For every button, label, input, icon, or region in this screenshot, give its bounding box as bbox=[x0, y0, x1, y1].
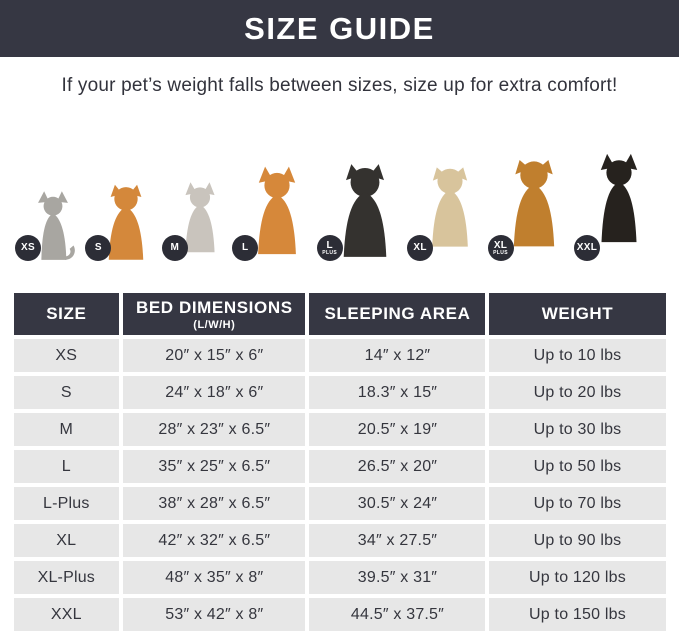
cell-bed-dimensions: 35″ x 25″ x 6.5″ bbox=[123, 450, 305, 483]
pet-size-row bbox=[21, 115, 654, 261]
cell-sleeping-area: 20.5″ x 19″ bbox=[309, 413, 485, 446]
cell-size: M bbox=[14, 413, 120, 446]
cell-weight: Up to 50 lbs bbox=[489, 450, 665, 483]
subtitle-text: If your pet’s weight falls between sizes, size up for extra comfort! bbox=[61, 75, 618, 96]
cell-size: XS bbox=[14, 339, 120, 372]
cell-sleeping-area: 44.5″ x 37.5″ bbox=[309, 598, 485, 631]
col-header-weight: WEIGHT bbox=[489, 293, 665, 335]
cell-size: L-Plus bbox=[14, 487, 120, 520]
cell-sleeping-area: 39.5″ x 31″ bbox=[309, 561, 485, 594]
cell-weight: Up to 90 lbs bbox=[489, 524, 665, 557]
col-header-bed-sub: (L/W/H) bbox=[193, 318, 236, 331]
pet-figure-xs bbox=[21, 189, 81, 261]
cell-size: S bbox=[14, 376, 120, 409]
col-header-bed-dimensions: BED DIMENSIONS (L/W/H) bbox=[123, 293, 305, 335]
table-row bbox=[14, 413, 666, 446]
pet-figure-m bbox=[172, 173, 228, 261]
header-banner bbox=[0, 0, 679, 57]
cell-bed-dimensions: 48″ x 35″ x 8″ bbox=[123, 561, 305, 594]
pet-figure-l-plus bbox=[322, 157, 403, 261]
cell-size: XL-Plus bbox=[14, 561, 120, 594]
col-header-size: SIZE bbox=[14, 293, 120, 335]
size-badge-l: L bbox=[232, 235, 258, 261]
cell-size: XXL bbox=[14, 598, 120, 631]
cell-sleeping-area: 34″ x 27.5″ bbox=[309, 524, 485, 557]
cell-weight: Up to 20 lbs bbox=[489, 376, 665, 409]
size-badge-xs: XS bbox=[15, 235, 41, 261]
table-header-row bbox=[14, 293, 666, 335]
size-badge-xxl: XXL bbox=[574, 235, 600, 261]
cell-bed-dimensions: 38″ x 28″ x 6.5″ bbox=[123, 487, 305, 520]
size-badge-xl-plus: XL PLUS bbox=[488, 235, 514, 261]
table-row bbox=[14, 561, 666, 594]
col-header-sleeping-area: SLEEPING AREA bbox=[309, 293, 485, 335]
cell-bed-dimensions: 20″ x 15″ x 6″ bbox=[123, 339, 305, 372]
size-badge-s: S bbox=[85, 235, 111, 261]
cell-sleeping-area: 18.3″ x 15″ bbox=[309, 376, 485, 409]
table-row bbox=[14, 524, 666, 557]
table-row bbox=[14, 598, 666, 631]
table-row bbox=[14, 339, 666, 372]
cell-weight: Up to 70 lbs bbox=[489, 487, 665, 520]
table-row bbox=[14, 450, 666, 483]
cell-size: XL bbox=[14, 524, 120, 557]
cell-weight: Up to 120 lbs bbox=[489, 561, 665, 594]
cell-weight: Up to 10 lbs bbox=[489, 339, 665, 372]
cell-bed-dimensions: 24″ x 18″ x 6″ bbox=[123, 376, 305, 409]
cell-sleeping-area: 14″ x 12″ bbox=[309, 339, 485, 372]
size-table bbox=[10, 289, 670, 635]
cell-size: L bbox=[14, 450, 120, 483]
pet-figure-s bbox=[95, 181, 157, 261]
cell-bed-dimensions: 42″ x 32″ x 6.5″ bbox=[123, 524, 305, 557]
cell-bed-dimensions: 28″ x 23″ x 6.5″ bbox=[123, 413, 305, 446]
pet-figure-xl bbox=[413, 149, 483, 261]
pet-figure-l bbox=[242, 159, 312, 261]
page-title: SIZE GUIDE bbox=[244, 10, 435, 46]
pet-figure-xxl bbox=[576, 135, 654, 261]
size-badge-xl: XL bbox=[407, 235, 433, 261]
table-row bbox=[14, 376, 666, 409]
size-badge-l-plus: L PLUS bbox=[317, 235, 343, 261]
pet-figure-xl-plus bbox=[493, 141, 570, 261]
cell-weight: Up to 30 lbs bbox=[489, 413, 665, 446]
cell-bed-dimensions: 53″ x 42″ x 8″ bbox=[123, 598, 305, 631]
table-row bbox=[14, 487, 666, 520]
size-badge-m: M bbox=[162, 235, 188, 261]
cell-sleeping-area: 30.5″ x 24″ bbox=[309, 487, 485, 520]
cell-sleeping-area: 26.5″ x 20″ bbox=[309, 450, 485, 483]
cell-weight: Up to 150 lbs bbox=[489, 598, 665, 631]
